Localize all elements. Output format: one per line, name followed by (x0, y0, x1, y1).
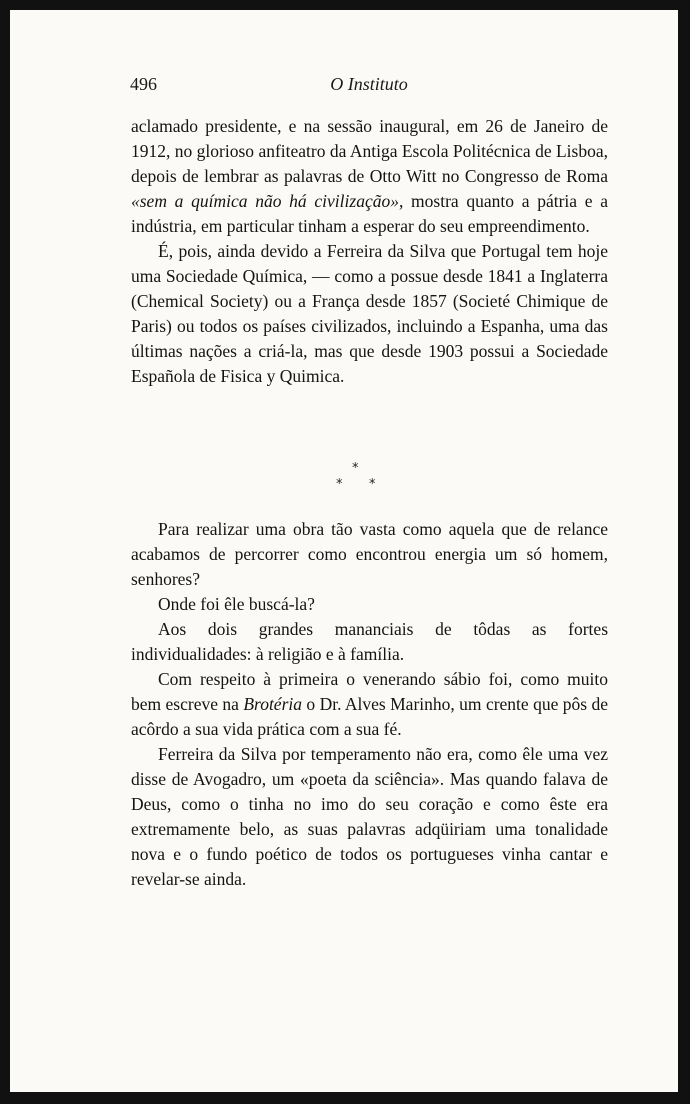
paragraph: Onde foi êle buscá-la? (158, 594, 315, 614)
section-separator (329, 461, 389, 501)
paragraph: É, pois, ainda devido a Ferreira da Silva que Portugal tem hoje uma Sociedade Química, — como a possue desde 1841 a Inglaterra (Chemical Society) ou a França desde 1857 (Societé Chimique de Paris) ou todos os países civilizados, incluindo a Espanha, uma das últimas nações a criá-la, mas que desde 1903 possui a Sociedade Española de Fisica y Quimica. (131, 241, 608, 386)
paragraph: Aos dois grandes mananciais de tôdas as fortes individualidades: à religião e à família. (131, 619, 608, 664)
paragraph: Para realizar uma obra tão vasta como aquela que de relance acabamos de percorrer como encontrou energia um só homem, senhores? (131, 519, 608, 589)
italic-phrase: Brotéria (243, 694, 302, 714)
text-block-bottom (131, 517, 608, 892)
italic-phrase: «sem a química não há civilização» (131, 191, 399, 211)
page-header (130, 74, 608, 104)
text-block-top (131, 114, 608, 389)
paragraph: Ferreira da Silva por temperamento não era, como êle uma vez disse de Avogadro, um «poeta da sciência». Mas quando falava de Deus, como o tinha no imo do seu coração e como êste era extremamente belo, as suas palavras adqüiriam uma tonalidade nova e o fundo poético de todos os portugueses vinha cantar e revelar-se ainda. (131, 744, 608, 889)
document-page (10, 10, 678, 1092)
paragraph: Com respeito à primeira o venerando sábio foi, como muito bem escreve na Brotéria o Dr. Alves Marinho, um crente que pôs de acôrdo a sua vida prática com a sua fé. (131, 669, 609, 739)
running-title: O Instituto (330, 74, 408, 94)
page-number: 496 (130, 74, 157, 94)
asterisk: * (336, 477, 343, 492)
asterisk: * (369, 477, 376, 492)
asterisk: * (352, 461, 359, 476)
paragraph: aclamado presidente, e na sessão inaugural, em 26 de Janeiro de 1912, no glorioso anfiteatro da Antiga Escola Politécnica de Lisboa, depois de lembrar as palavras de Otto Witt no Congresso de Roma «sem a química não há civilização», mostra quanto a pátria e a indústria, em particular tinham a esperar do seu empreendimento. (131, 116, 609, 236)
